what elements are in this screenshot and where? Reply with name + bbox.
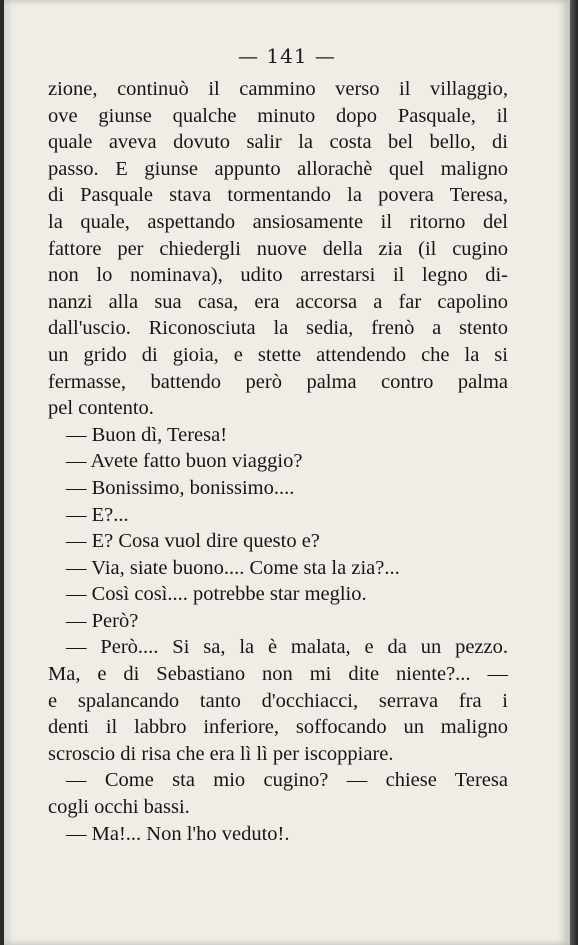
text-line: — Avete fatto buon viaggio? [66,450,303,473]
text-line: e spalancando tanto d'occhiacci, serrava fra i [48,689,508,712]
text-line: fermasse, battendo però palma contro palma [48,370,508,393]
text-line: nanzi alla sua casa, era accorsa a far capolino [48,290,508,313]
text-line: di Pasquale stava tormentando la povera Teresa, [48,184,508,207]
text-line: scroscio di risa che era lì lì per iscoppiare. [48,742,394,765]
text-line: fattore per chiedergli nuove della zia (il cugino [48,237,508,260]
text-line: — Però.... Si sa, la è malata, e da un pezzo. [66,636,508,659]
text-line: — Via, siate buono.... Come sta la zia?... [66,556,400,579]
text-line: cogli occhi bassi. [48,796,190,819]
text-line: un grido di gioia, e stette attendendo che la si [48,343,508,366]
text-line: Ma, e di Sebastiano non mi dite niente?... — [48,663,508,686]
text-line: — Buon dì, Teresa! [66,423,228,446]
text-line: — Come sta mio cugino? — chiese Teresa [66,769,508,792]
text-line: non lo nominava), udito arrestarsi il legno di- [48,264,508,287]
text-line: pel contento. [48,397,154,420]
text-line: passo. E giunse appunto allorachè quel maligno [48,157,508,180]
text-line: denti il labbro inferiore, soffocando un maligno [48,716,508,739]
text-line: — E? Cosa vuol dire questo e? [66,530,320,553]
text-line: — E?... [66,503,129,526]
text-line: ove giunse qualche minuto dopo Pasquale, il [48,104,508,127]
text-line: zione, continuò il cammino verso il villaggio, [48,78,508,100]
text-line: quale aveva dovuto salir la costa bel bello, di [48,131,508,154]
page-text-body [48,76,508,847]
text-line: dall'uscio. Riconosciuta la sedia, frenò a stento [48,317,508,340]
text-line: — Ma!... Non l'ho veduto!. [66,822,290,845]
scan-edge-right [570,0,578,945]
text-line: — Bonissimo, bonissimo.... [66,476,295,499]
text-line: — Però? [66,609,139,632]
text-line: la quale, aspettando ansiosamente il ritorno del [48,210,508,233]
book-page [4,0,570,945]
page-number: — 141 — [238,44,336,68]
text-line: — Così così.... potrebbe star meglio. [66,583,367,606]
